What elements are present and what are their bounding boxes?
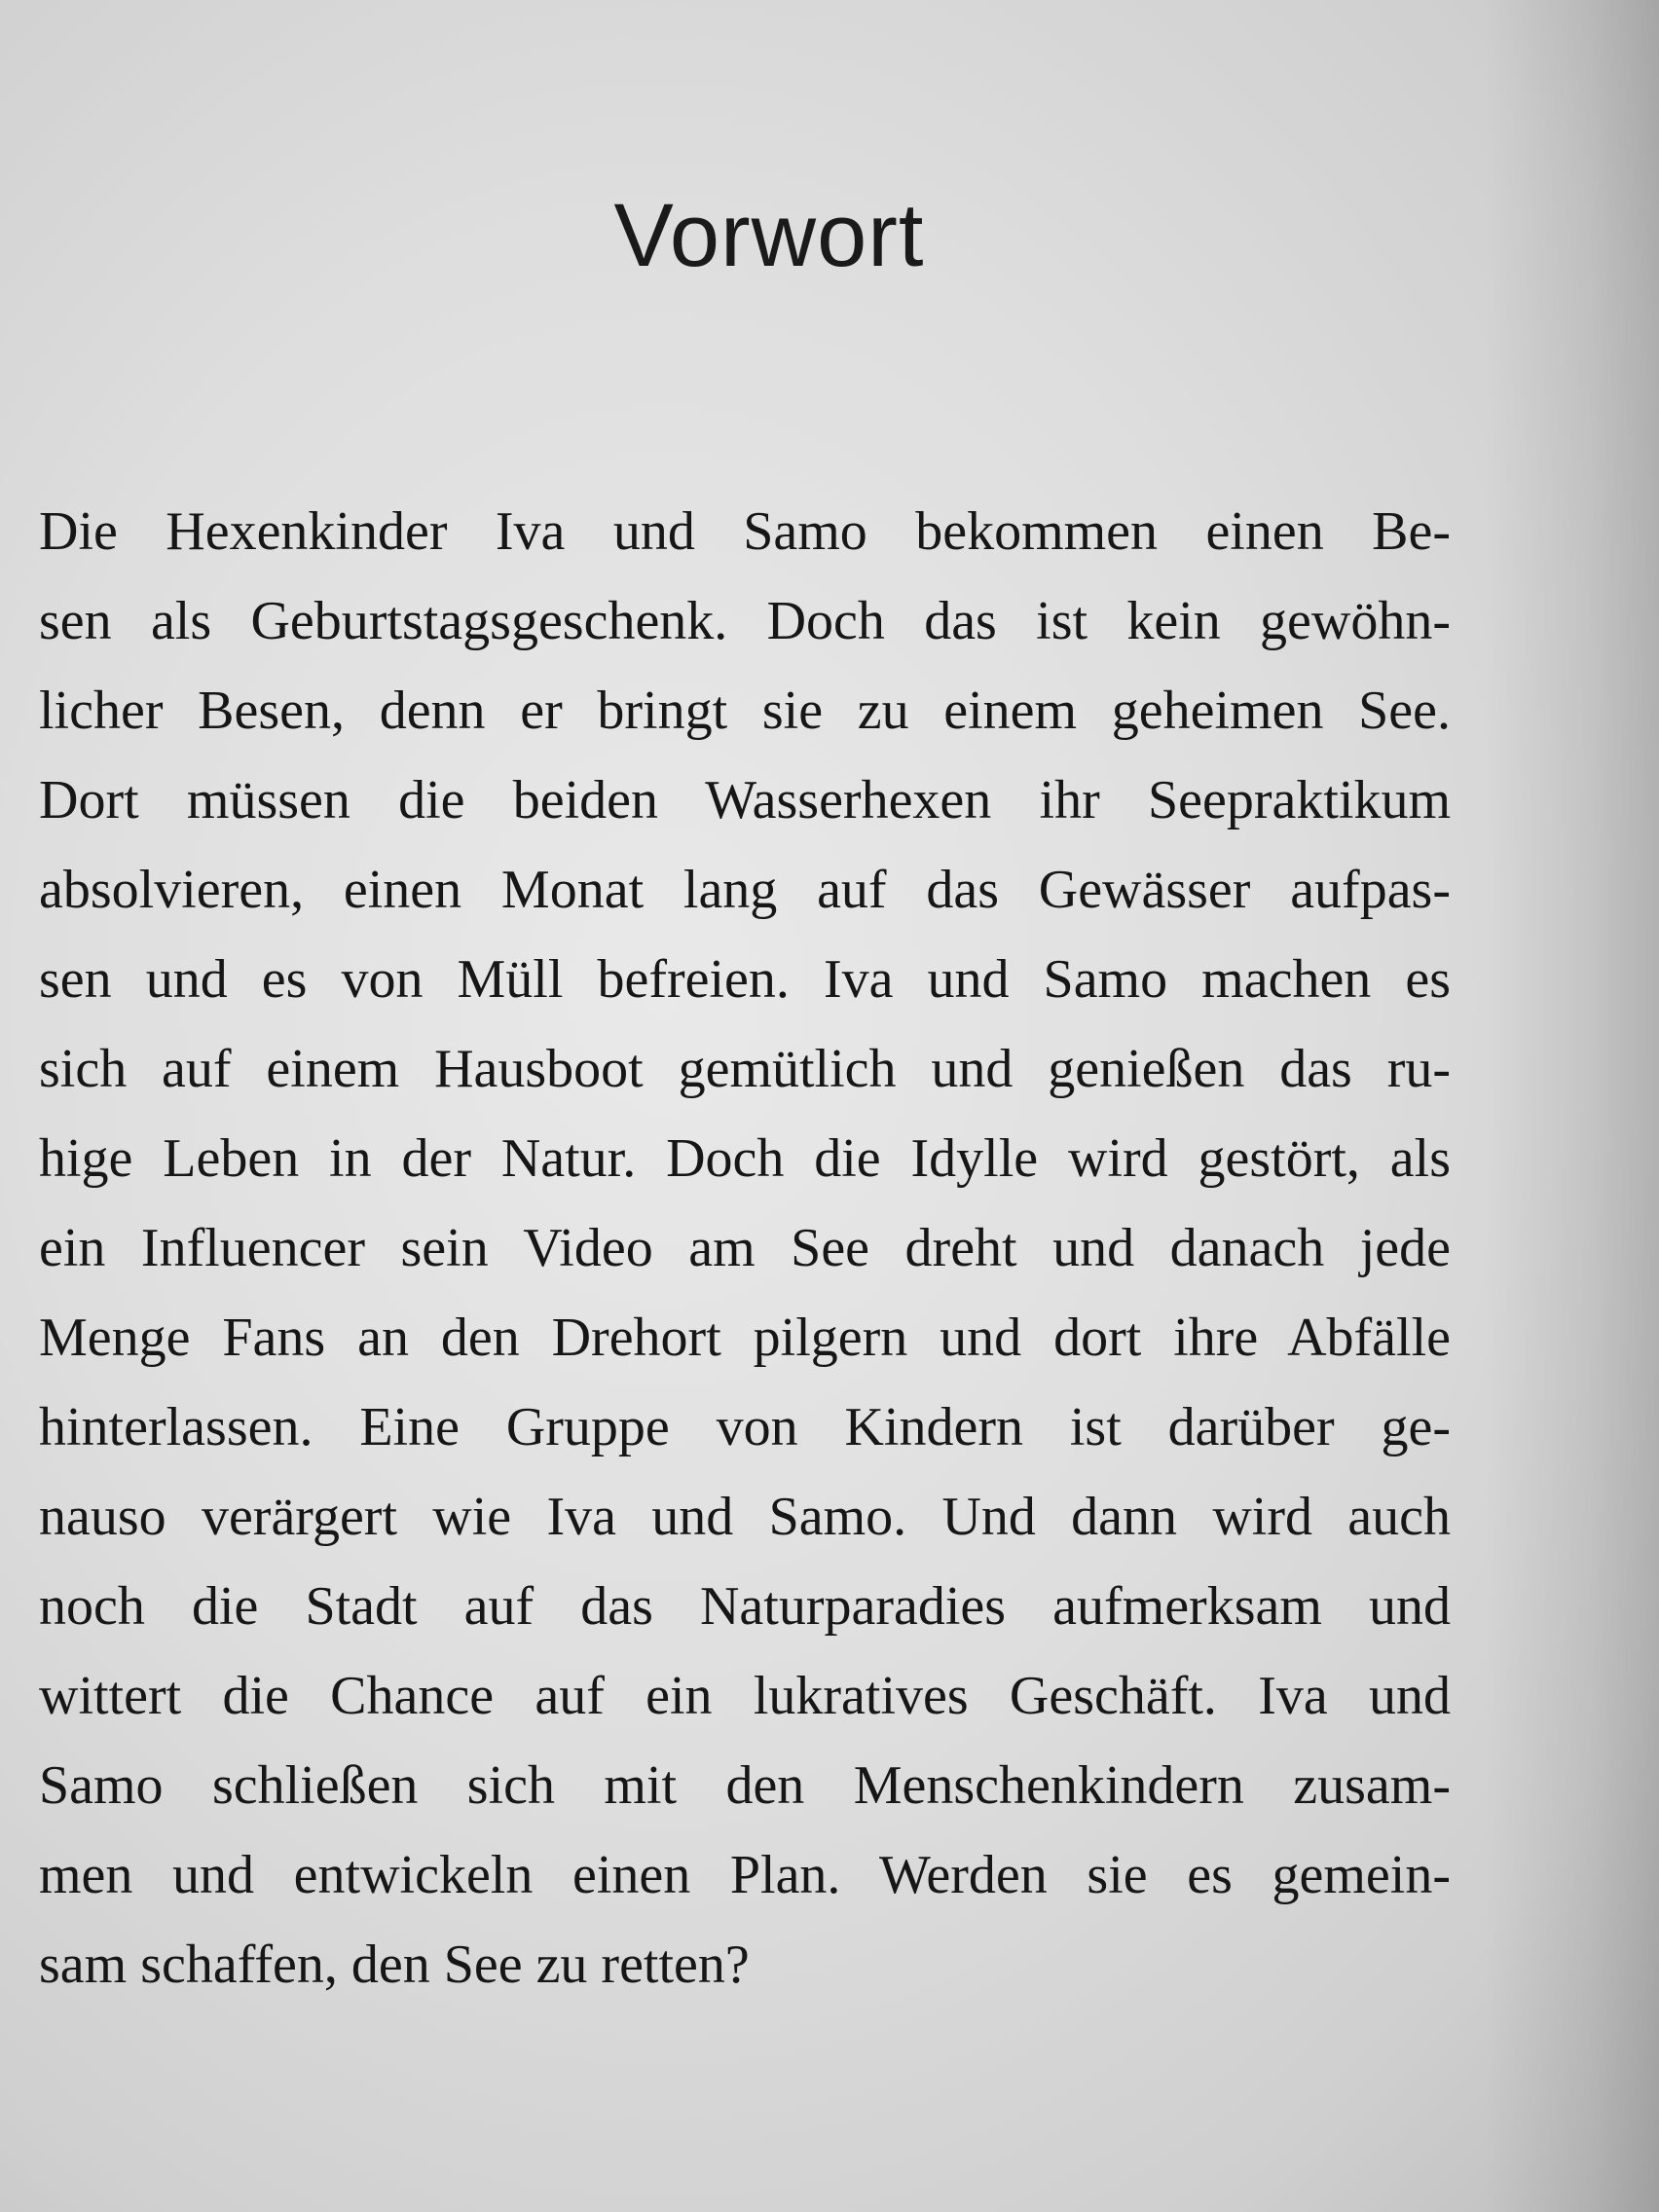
text-line: noch die Stadt auf das Naturparadies aufmerksam und — [39, 1576, 1451, 1637]
text-line: sen als Geburtstagsgeschenk. Doch das ist kein gewöhn- — [39, 591, 1451, 651]
text-line: nauso verärgert wie Iva und Samo. Und dann wird auch — [39, 1487, 1451, 1547]
text-line: wittert die Chance auf ein lukratives Geschäft. Iva und — [39, 1666, 1451, 1726]
text-line: sam schaffen, den See zu retten? — [39, 1935, 750, 1995]
text-line: sen und es von Müll befreien. Iva und Samo machen es — [39, 949, 1451, 1010]
text-line: hinterlassen. Eine Gruppe von Kindern ist darüber ge- — [39, 1397, 1451, 1457]
text-line: Dort müssen die beiden Wasserhexen ihr Seepraktikum — [39, 770, 1451, 830]
text-line: Samo schließen sich mit den Menschenkindern zusam- — [39, 1755, 1451, 1816]
body-paragraph — [39, 487, 1451, 2009]
text-line: men und entwickeln einen Plan. Werden sie es gemein- — [39, 1845, 1451, 1905]
text-line: ein Influencer sein Video am See dreht und danach jede — [39, 1218, 1451, 1278]
text-line: Menge Fans an den Drehort pilgern und dort ihre Abfälle — [39, 1308, 1451, 1368]
text-line: licher Besen, denn er bringt sie zu einem geheimen See. — [39, 681, 1451, 741]
text-line: sich auf einem Hausboot gemütlich und genießen das ru- — [39, 1039, 1451, 1099]
text-line: Die Hexenkinder Iva und Samo bekommen einen Be- — [39, 501, 1451, 562]
text-line: absolvieren, einen Monat lang auf das Gewässer aufpas- — [39, 860, 1451, 920]
page-title: Vorwort — [613, 186, 925, 285]
text-line: hige Leben in der Natur. Doch die Idylle wird gestört, als — [39, 1128, 1451, 1189]
